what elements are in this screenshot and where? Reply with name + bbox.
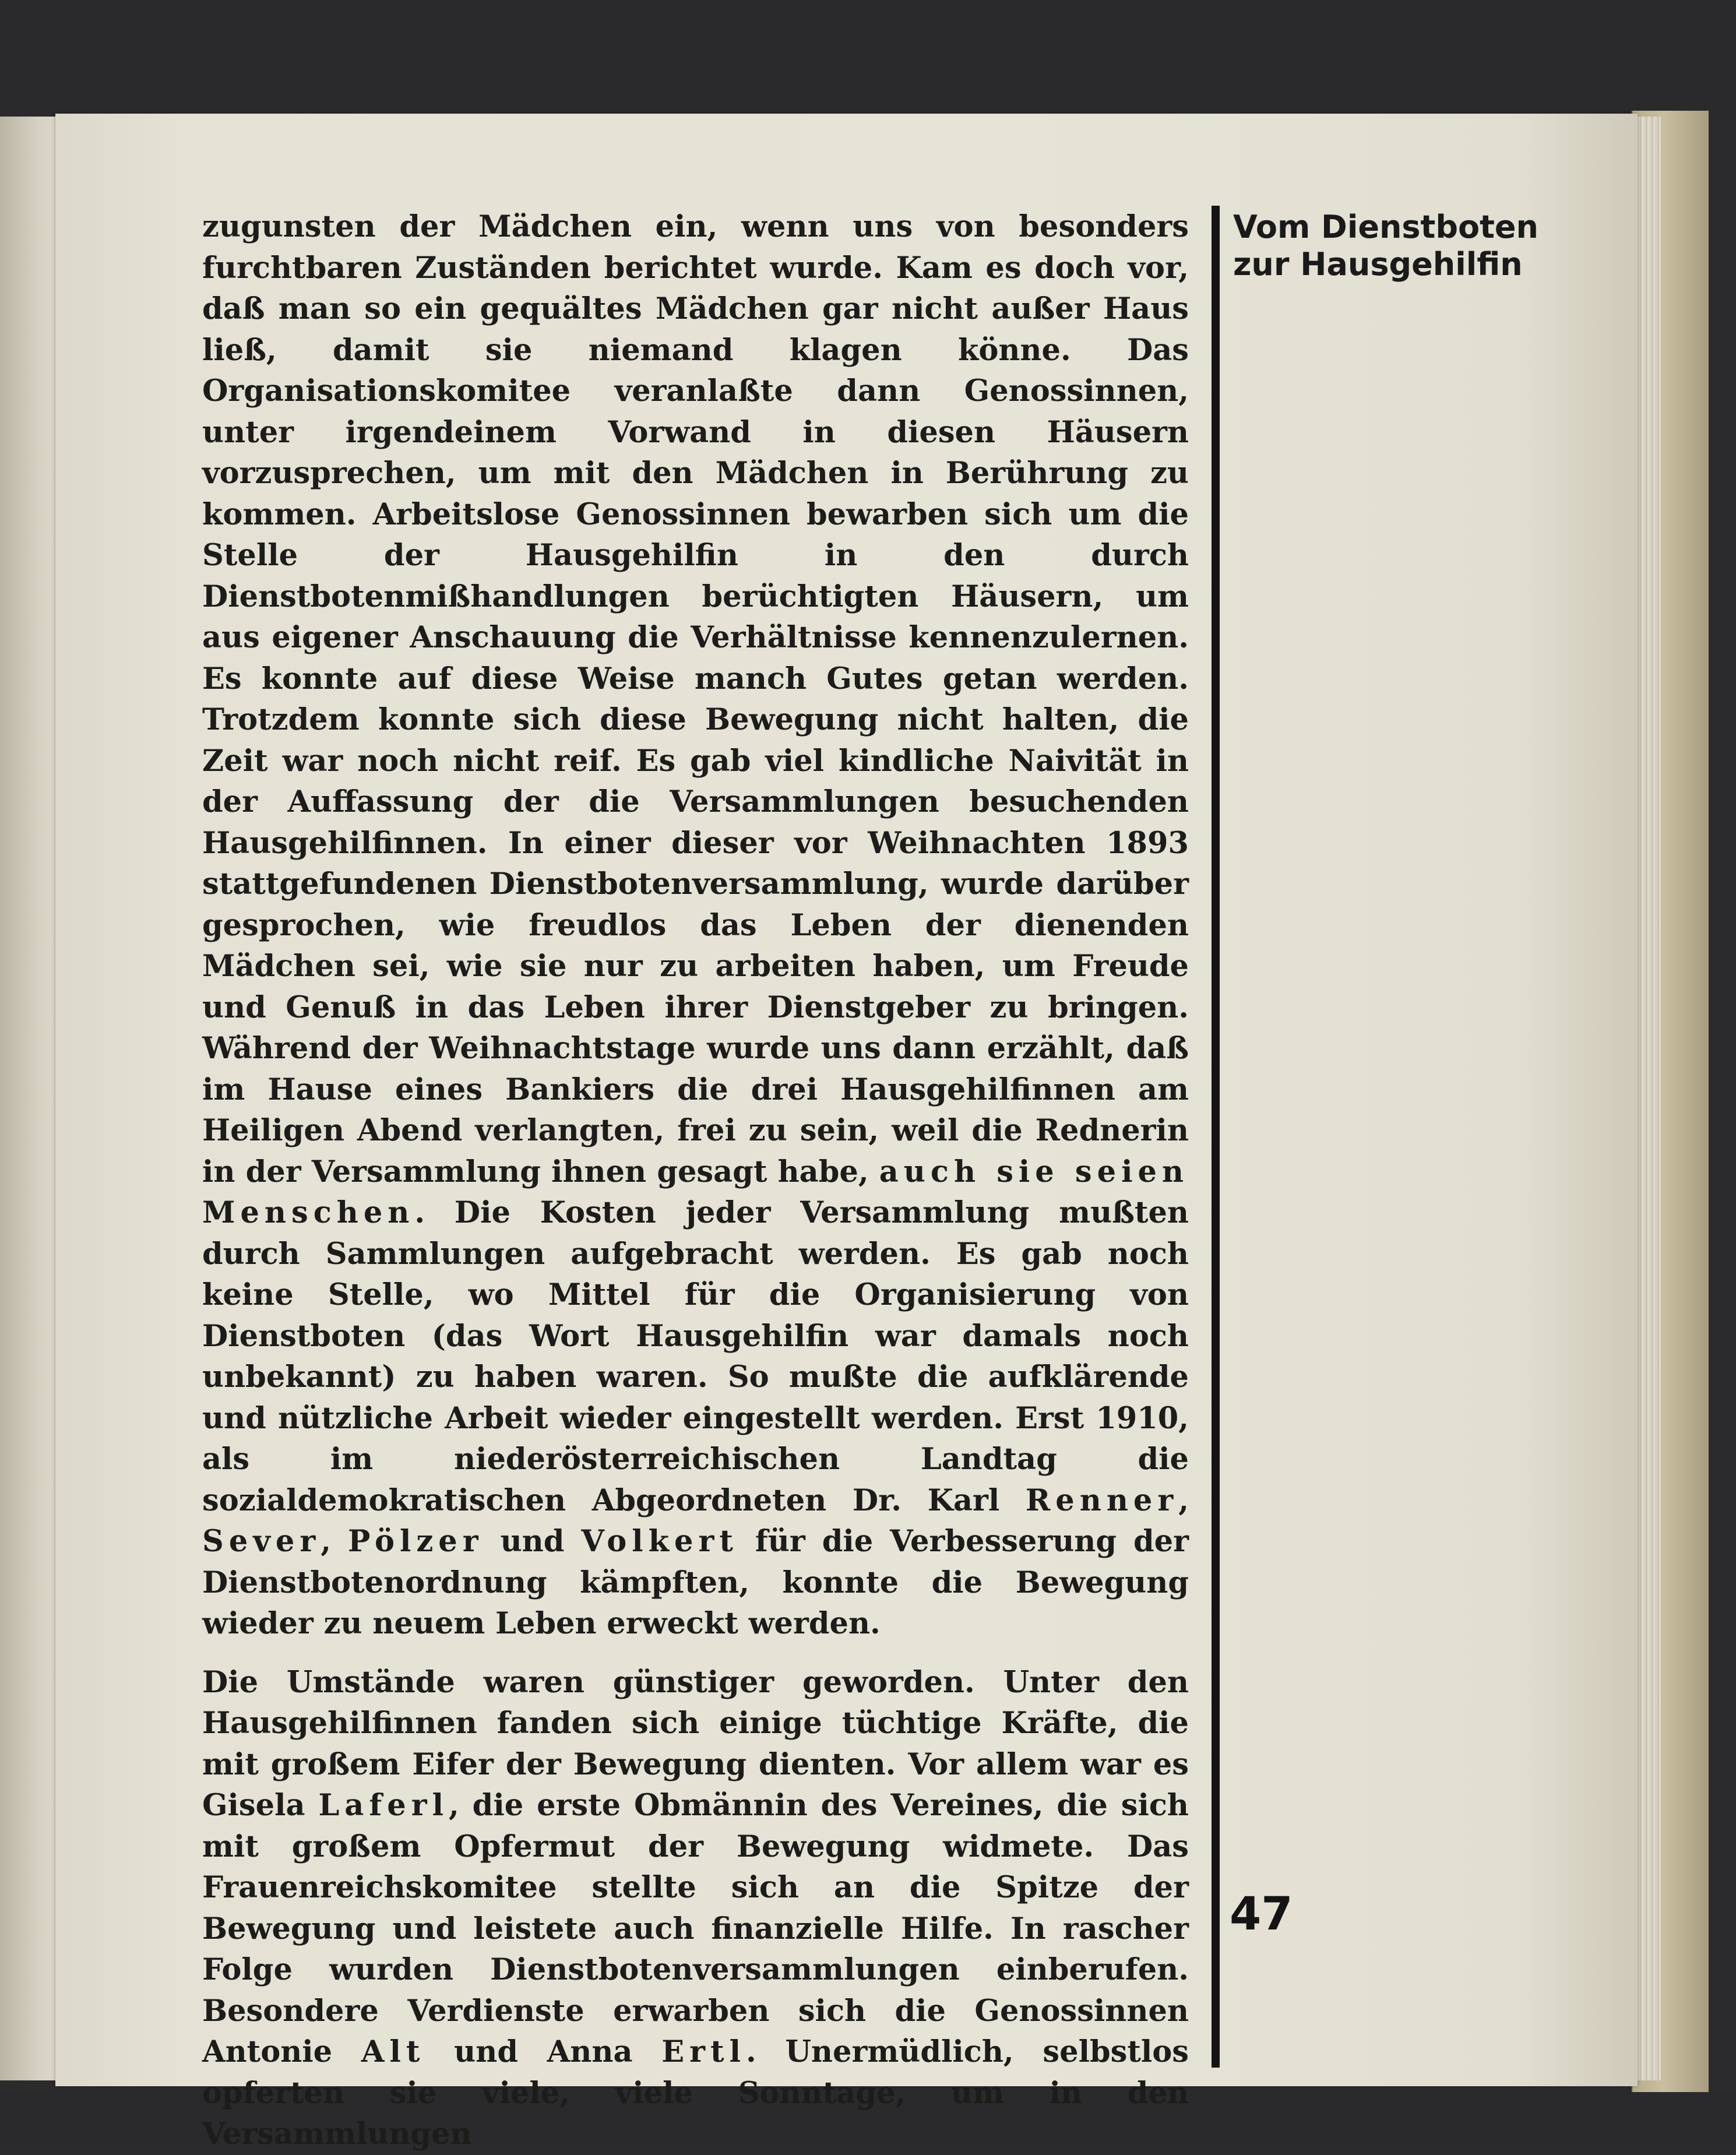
main-text-column	[202, 206, 1189, 2155]
facing-page-edge	[0, 117, 64, 2080]
emphasized-name: Pölzer	[347, 1524, 484, 1559]
paragraph-1	[202, 206, 1189, 1645]
emphasized-name: Renner	[1025, 1483, 1179, 1518]
paragraph-2	[202, 1662, 1189, 2155]
text-run: , die erste Obmännin des Vereines, die sich mit großem Opfermut der Bewegung widmete. Das Frauenreichskomitee stellte sich an die Spitze der Bewegung und leistete auch finanzielle Hilfe. In rascher Folge wurden Dienstbotenversammlungen einberufen. Besondere Verdienste erwarben sich die Genossinnen Antonie	[202, 1788, 1189, 2069]
emphasized-quote: auch sie seien Menschen	[202, 1154, 1189, 1230]
text-run: zugunsten der Mädchen ein, wenn uns von besonders furchtbaren Zuständen berichtet wurde. Kam es doch vor, daß man so ein gequältes Mädchen gar nicht außer Haus ließ, damit sie niemand klagen könne. Das Organisationskomitee veranlaßte dann Genossinnen, unter irgendeinem Vorwand in diesen Häusern vorzusprechen, um mit den Mädchen in Berührung zu kommen. Arbeitslose Genossinnen bewarben sich um die Stelle der Hausgehilfin in den durch Dienstbotenmißhandlungen berüchtigten Häusern, um aus eigener Anschauung die Verhältnisse kennenzulernen. Es konnte auf diese Weise manch Gutes getan werden. Trotzdem konnte sich diese Bewegung nicht halten, die Zeit war noch nicht reif. Es gab viel kindliche Naivität in der Auffassung der die Versammlungen besuchenden Hausgehilfinnen. In einer dieser vor Weihnachten 1893 stattgefundenen Dienstbotenversammlung, wurde darüber gesprochen, wie freudlos das Leben der dienenden Mädchen sei, wie sie nur zu arbeiten haben, um Freude und Genuß in das Leben ihrer Dienstgeber zu bringen. Während der Weihnachtstage wurde uns dann erzählt, daß im Hause eines Bankiers die drei Hausgehilfinnen am Heiligen Abend verlangten, frei zu sein, weil die Rednerin in der Versammlung ihnen gesagt habe,	[202, 209, 1189, 1189]
marginal-chapter-title	[1233, 209, 1559, 283]
marginal-title-line-2: zur Hausgehilfin	[1233, 246, 1523, 283]
emphasized-name: Sever	[202, 1524, 321, 1559]
text-run: . Die Kosten jeder Versammlung mußten durch Sammlungen aufgebracht werden. Es gab noch keine Stelle, wo Mittel für die Organisierung von Dienstboten (das Wort Hausgehilfin war damals noch unbekannt) zu haben waren. So mußte die aufklärende und nützliche Arbeit wieder eingestellt werden. Erst 1910, als im niederösterreichischen Landtag die sozialdemokratischen Abgeordneten Dr. Karl	[202, 1195, 1189, 1518]
emphasized-name: Alt	[361, 2034, 425, 2069]
text-run: und	[483, 1524, 582, 1559]
text-run: für die Verbesserung der Dienstbotenordnung kämpften, konnte die Bewegung wieder zu neuem Leben erweckt werden.	[202, 1524, 1189, 1641]
emphasized-name: Laferl	[318, 1788, 449, 1823]
emphasized-name: Ertl	[661, 2034, 746, 2069]
text-run: . Unermüdlich, selbstlos opferten sie viele, viele Sonntage, um in den Versammlungen	[202, 2034, 1189, 2152]
vertical-rule	[1212, 206, 1220, 2068]
dark-background-top	[0, 0, 1736, 119]
emphasized-name: Volkert	[581, 1524, 738, 1559]
marginal-title-line-1: Vom Dienstboten	[1233, 209, 1538, 245]
page-number: 47	[1230, 1888, 1293, 1941]
text-run: Die Umstände waren günstiger geworden. Unter den Hausgehilfinnen fanden sich einige tüchtige Kräfte, die mit großem Eifer der Bewegung dienten. Vor allem war es Gisela	[202, 1664, 1189, 1823]
text-run: und Anna	[425, 2034, 662, 2069]
text-run: ,	[321, 1524, 348, 1559]
text-run: ,	[1178, 1483, 1189, 1518]
